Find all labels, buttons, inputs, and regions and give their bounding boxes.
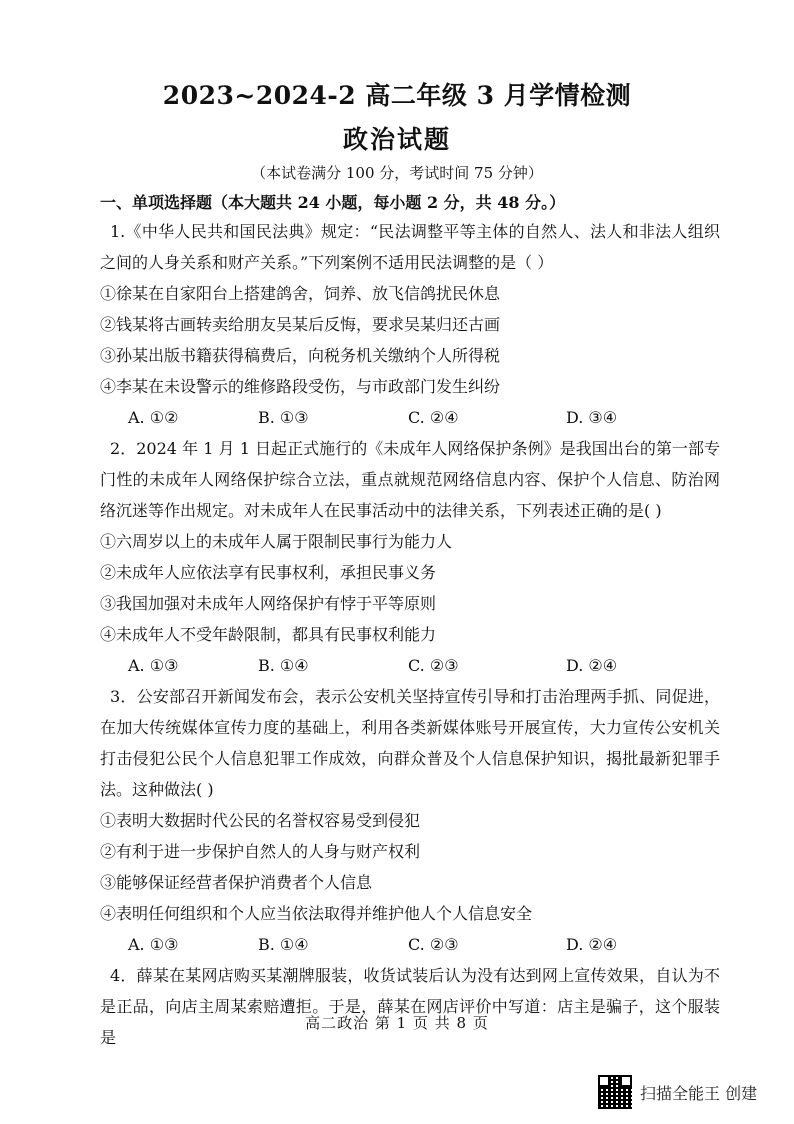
question-item: ③孙某出版书籍获得稿费后，向税务机关缴纳个人所得税: [100, 346, 501, 365]
qr-code-icon: [598, 1075, 632, 1109]
question-stem: 1.《中华人民共和国民法典》规定：“民法调整平等主体的自然人、法人和非法人组织之间的人身关系和财产关系。”下列案例不适用民法调整的是（ ）: [100, 222, 720, 272]
question-item: ④表明任何组织和个人应当依法取得并维护他人个人信息安全: [100, 904, 533, 923]
option-d: D. ③④: [566, 408, 618, 427]
option-b: B. ①④: [258, 656, 309, 675]
question-item: ②未成年人应依法享有民事权利，承担民事义务: [100, 563, 437, 582]
page-title: 2023~2024-2 高二年级 3 月学情检测: [162, 81, 632, 110]
exam-body: [100, 190, 720, 1053]
question-1: [100, 216, 720, 433]
answer-options: [100, 650, 720, 681]
option-a: A. ①③: [128, 656, 179, 675]
question-4: [100, 960, 720, 1053]
question-item: ③我国加强对未成年人网络保护有悖于平等原则: [100, 594, 437, 613]
question-item: ④未成年人不受年龄限制，都具有民事权利能力: [100, 625, 437, 644]
question-item: ①徐某在自家阳台上搭建鸽舍，饲养、放飞信鸽扰民休息: [100, 284, 501, 303]
option-d: D. ②④: [566, 656, 618, 675]
question-item: ③能够保证经营者保护消费者个人信息: [100, 873, 373, 892]
scanner-watermark: [598, 1075, 757, 1109]
section-heading: 一、单项选择题（本大题共 24 小题，每小题 2 分，共 48 分。）: [100, 193, 566, 212]
page-subtitle: 政治试题: [342, 125, 451, 154]
watermark-text: 扫描全能王 创建: [640, 1083, 758, 1103]
question-stem: 2．2024 年 1 月 1 日起正式施行的《未成年人网络保护条例》是我国出台的第一部专门性的未成年人网络保护综合立法，重点就规范网络信息内容、保护个人信息、防治网络沉迷等作出规定。对未成年人在民事活动中的法律关系，下列表述正确的是( ): [100, 439, 720, 520]
question-3: [100, 681, 720, 960]
option-c: C. ②④: [408, 408, 459, 427]
question-stem: 4．薛某在某网店购买某潮牌服装，收货试装后认为没有达到网上宣传效果，自认为不是正品，向店主周某索赔遭拒。于是，薛某在网店评价中写道：店主是骗子，这个服装是: [100, 966, 720, 1047]
exam-note: （本试卷满分 100 分，考试时间 75 分钟）: [251, 164, 543, 182]
answer-options: [100, 402, 720, 433]
option-b: B. ①④: [258, 935, 309, 954]
question-item: ①六周岁以上的未成年人属于限制民事行为能力人: [100, 532, 453, 551]
option-a: A. ①③: [128, 935, 179, 954]
answer-options: [100, 929, 720, 960]
question-item: ②有利于进一步保护自然人的人身与财产权利: [100, 842, 421, 861]
question-stem: 3．公安部召开新闻发布会，表示公安机关坚持宣传引导和打击治理两手抓、同促进，在加大传统媒体宣传力度的基础上，利用各类新媒体账号开展宣传，大力宣传公安机关打击侵犯公民个人信息犯罪工作成效，向群众普及个人信息保护知识，揭批最新犯罪手法。这种做法( ): [100, 687, 720, 799]
option-b: B. ①③: [258, 408, 309, 427]
option-a: A. ①②: [128, 408, 179, 427]
question-2: [100, 433, 720, 681]
option-c: C. ②③: [408, 656, 459, 675]
option-c: C. ②③: [408, 935, 459, 954]
question-item: ④李某在未设警示的维修路段受伤，与市政部门发生纠纷: [100, 377, 501, 396]
question-item: ①表明大数据时代公民的名誉权容易受到侵犯: [100, 811, 421, 830]
page-footer: 高二政治 第 1 页 共 8 页: [305, 1014, 489, 1032]
question-item: ②钱某将古画转卖给朋友吴某后反悔，要求吴某归还古画: [100, 315, 501, 334]
option-d: D. ②④: [566, 935, 618, 954]
